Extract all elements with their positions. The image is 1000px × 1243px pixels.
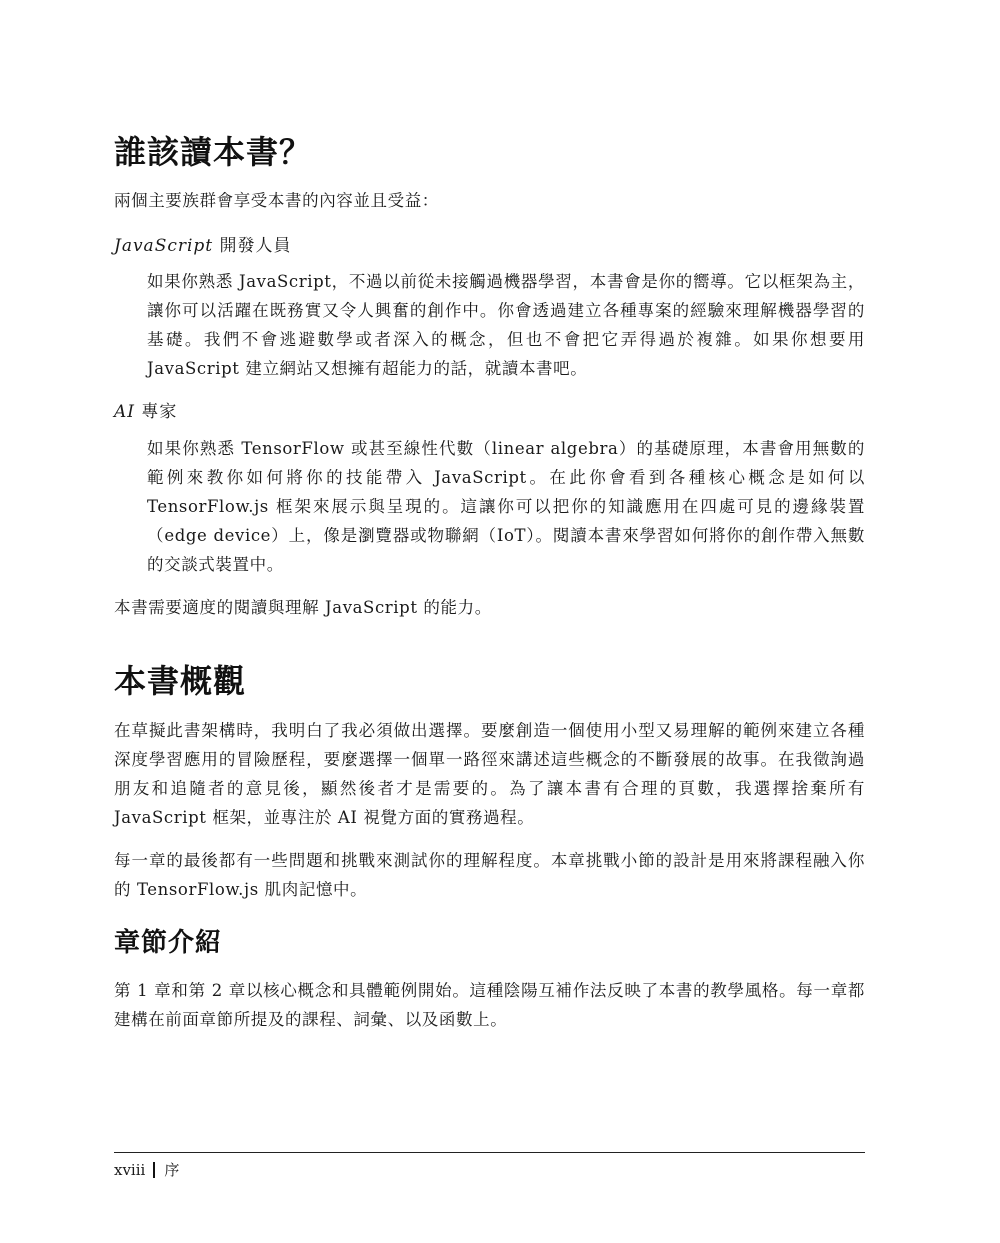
audience-description-javascript: 如果你熟悉 JavaScript，不過以前從未接觸過機器學習，本書會是你的嚮導。它以框架為主，讓你可以活躍在既務實又令人興奮的創作中。你會透過建立各種專案的經驗來理解機器學習的基礎。我們不會逃避數學或者深入的概念，但也不會把它弄得過於複雜。如果你想要用 JavaScript 建立網站又想擁有超能力的話，就讀本書吧。 <box>147 272 865 378</box>
page-footer <box>114 1158 179 1182</box>
footer-section-name: 序 <box>164 1161 180 1179</box>
audience-term-rest: 專家 <box>135 402 178 422</box>
who-closing-paragraph: 本書需要適度的閱讀與理解 JavaScript 的能力。 <box>114 598 492 617</box>
page-number: xviii <box>114 1161 146 1179</box>
audience-description-ai: 如果你熟悉 TensorFlow 或甚至線性代數（linear algebra）的基礎原理，本書會用無數的範例來教你如何將你的技能帶入 JavaScript。在此你會看到各種核心概念是如何以 TensorFlow.js 框架來展示與呈現的。這讓你可以把你的知識應用在四處可見的邊緣裝置（edge device）上，像是瀏覽器或物聯網（IoT）。閱讀本書來學習如何將你的創作帶入無數的交談式裝置中。 <box>147 439 865 574</box>
audience-term-ai <box>114 398 177 426</box>
section-heading-who-should-read: 誰該讀本書？ <box>114 133 313 171</box>
audience-term-rest: 開發人員 <box>213 236 292 256</box>
section-heading-chapters: 章節介紹 <box>114 928 223 958</box>
footer-separator <box>153 1162 155 1178</box>
audience-term-italic: JavaScript <box>114 236 214 256</box>
section-heading-overview: 本書概觀 <box>114 662 247 700</box>
overview-paragraph-1: 在草擬此書架構時，我明白了我必須做出選擇。要麼創造一個使用小型又易理解的範例來建立各種深度學習應用的冒險歷程，要麼選擇一個單一路徑來講述這些概念的不斷發展的故事。在我徵詢過朋友和追隨者的意見後，顯然後者才是需要的。為了讓本書有合理的頁數，我選擇捨棄所有 JavaScript 框架，並專注於 AI 視覺方面的實務過程。 <box>114 721 865 827</box>
overview-paragraph-2: 每一章的最後都有一些問題和挑戰來測試你的理解程度。本章挑戰小節的設計是用來將課程融入你的 TensorFlow.js 肌肉記憶中。 <box>114 851 865 899</box>
chapters-paragraph: 第 1 章和第 2 章以核心概念和具體範例開始。這種陰陽互補作法反映了本書的教學風格。每一章都建構在前面章節所提及的課程、詞彙、以及函數上。 <box>114 981 865 1029</box>
who-intro-paragraph: 兩個主要族群會享受本書的內容並且受益： <box>114 191 439 210</box>
audience-term-italic: AI <box>114 402 135 422</box>
footer-divider <box>114 1152 865 1153</box>
audience-term-javascript <box>114 232 292 260</box>
